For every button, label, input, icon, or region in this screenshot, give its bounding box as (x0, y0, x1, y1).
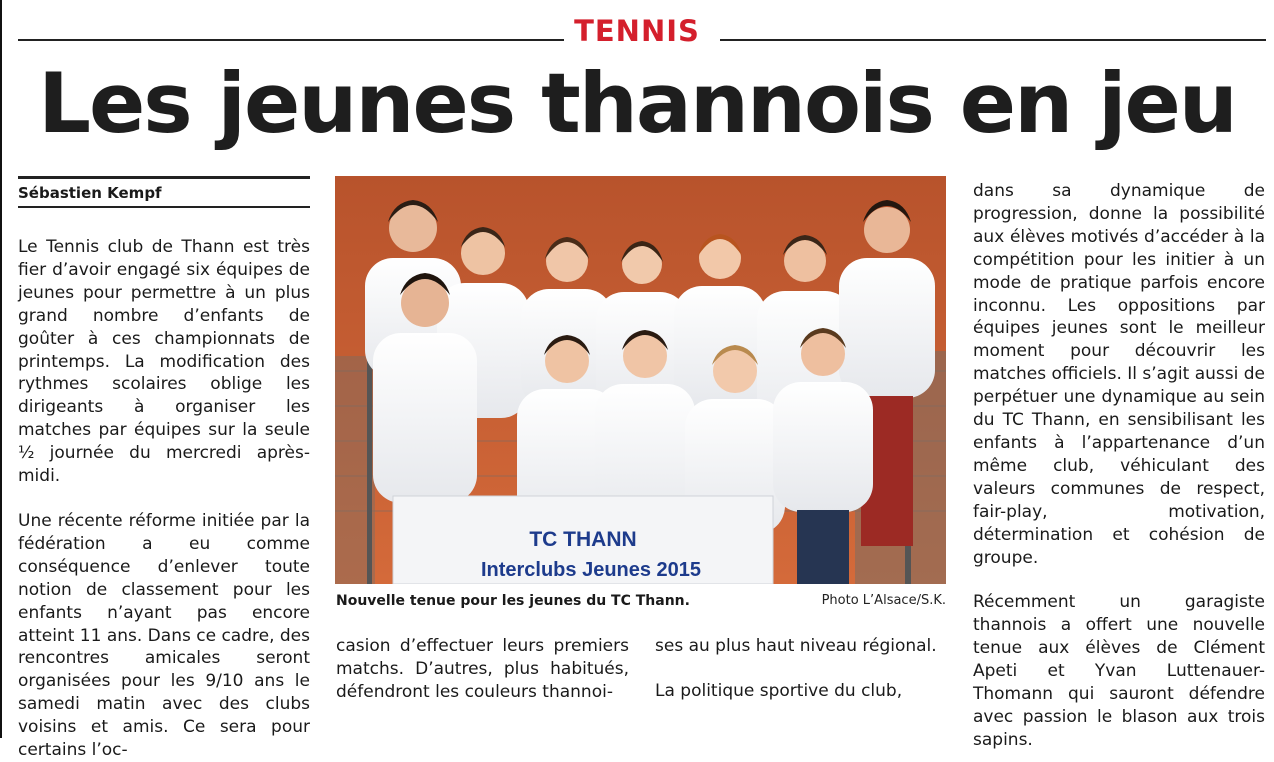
article-column-3 (655, 635, 946, 703)
photo-caption: Nouvelle tenue pour les jeunes du TC Thann. (336, 593, 690, 609)
banner-line-1: TC THANN (529, 528, 637, 551)
paragraph: casion d’effectuer leurs premiers matchs. D’autres, plus habitués, défendront les couleurs thannoi- (336, 636, 629, 702)
author-byline: Sébastien Kempf (18, 184, 162, 202)
article-column-2 (336, 635, 629, 704)
team-photo-illustration (335, 176, 946, 584)
article-column-4 (973, 180, 1265, 752)
club-banner (393, 496, 773, 584)
paragraph: dans sa dynamique de progression, donne la possibilité aux élèves motivés d’accéder à la compétition pour les initier à un mode de pratique parfois encore inconnu. Les oppositions par équipes jeunes sont le meilleur moment pour découvrir les matches officiels. Il s’agit aussi de perpétuer une dynamique au sein du TC Thann, en sensibilisant les enfants à l’appartenance d’un même club, véhiculant des valeurs communes de respect, fair-play, motivation, détermination et cohésion de groupe. (973, 181, 1265, 568)
photo-credit: Photo L’Alsace/S.K. (821, 593, 946, 608)
paragraph: ses au plus haut niveau régional. (655, 636, 937, 656)
banner-line-2: Interclubs Jeunes 2015 (480, 559, 702, 581)
byline-rule-bottom (18, 206, 310, 208)
paragraph: Une récente réforme initiée par la fédération a eu comme conséquence d’enlever toute notion de classement pour les enfants n’ayant pas encore atteint 11 ans. Dans ce cadre, des rencontres amicales seront organisées pour les 9/10 ans le samedi matin avec des clubs voisins et amis. Ce sera pour certains l’oc- (18, 510, 310, 761)
byline-block (18, 176, 310, 208)
paragraph: Récemment un garagiste thannois a offert une nouvelle tenue aux élèves de Clément Apeti et Yvan Luttenauer-Thomann qui sauront défendre avec passion le blason aux trois sapins. (973, 592, 1265, 750)
article-headline: Les jeunes thannois en jeu (38, 55, 1236, 152)
paragraph: Le Tennis club de Thann est très fier d’avoir engagé six équipes de jeunes pour permettre à un plus grand nombre d’enfants de goûter à ces championnats de printemps. La modification des rythmes scolaires oblige les dirigeants à organiser les matches par équipes sur la seule ½ journée du mercredi après-midi. (18, 237, 310, 487)
section-rubric: TENNIS (574, 14, 700, 48)
article-column-1 (18, 236, 310, 762)
paragraph: La politique sportive du club, (655, 680, 903, 701)
team-photo (335, 176, 946, 584)
